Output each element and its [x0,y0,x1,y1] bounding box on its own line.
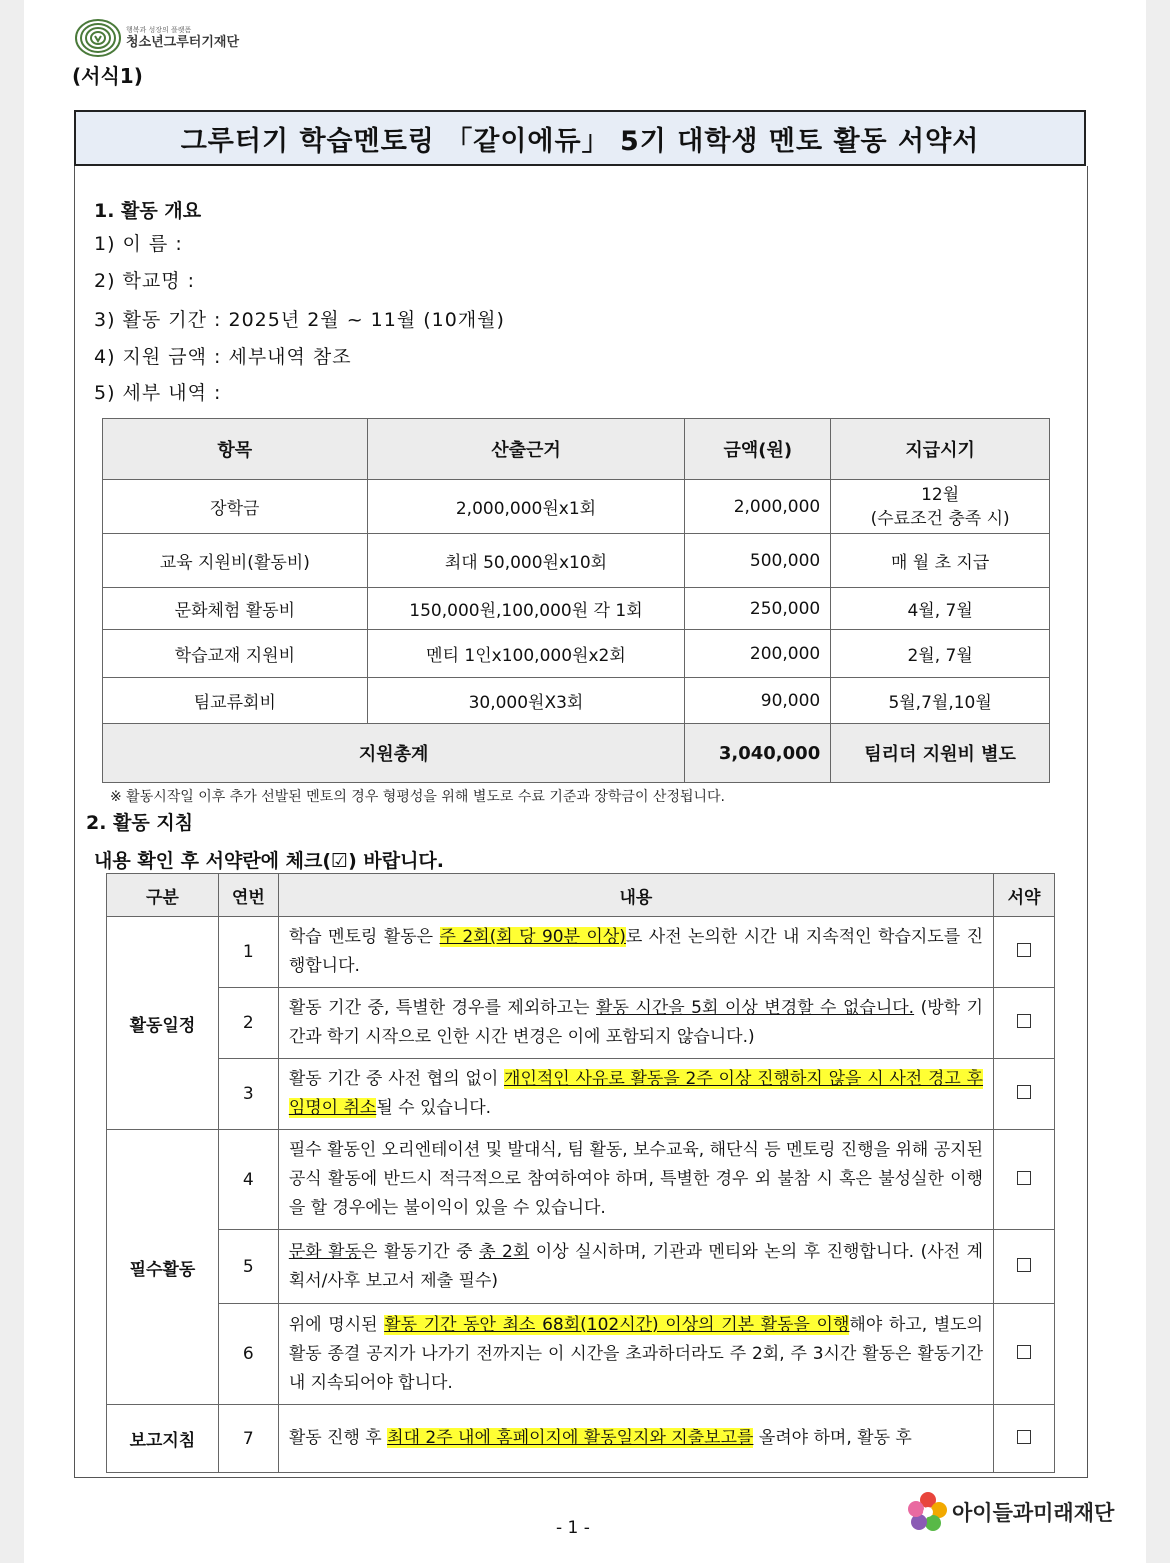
pledge-checkbox-cell [994,1130,1055,1230]
row-number: 7 [218,1405,278,1473]
content-text: 될 수 있습니다. [376,1098,492,1118]
pledge-checkbox-cell [994,917,1055,988]
guideline-header-category: 구분 [107,874,219,917]
footnote: ※ 활동시작일 이후 추가 선발된 멘토의 경우 형평성을 위해 별도로 수료 기준과 장학금이 산정됩니다. [110,789,725,805]
form-number: (서식1) [72,64,143,88]
table-row [103,534,1050,588]
content-text: 활동 기간 중 사전 협의 없이 [288,1069,505,1089]
guideline-content [278,917,993,988]
budget-timing-line1: 12월 [921,484,960,505]
row-number: 4 [218,1130,278,1230]
budget-amount: 2,000,000 [685,480,831,534]
guideline-header-no: 연번 [218,874,278,917]
underlined-text: 활동 시간을 5회 이상 변경할 수 없습니다. [596,998,915,1018]
content-text: (방학 기간과 학기 시작으로 인한 시간 변경은 이에 포함되지 않습니다.) [288,998,984,1047]
guideline-header-pledge: 서약 [994,874,1055,917]
tree-ring-icon [74,18,122,58]
table-row [107,1405,1055,1473]
budget-total-amount: 3,040,000 [685,724,831,783]
budget-header-row [103,419,1050,480]
budget-header-basis: 산출근거 [367,419,685,480]
highlighted-text: 활동 기간 동안 최소 68회(102시간) 이상의 기본 활동을 이행 [384,1314,850,1335]
pledge-checkbox[interactable] [1017,1171,1031,1185]
content-text: 필수 활동인 오리엔테이션 및 발대식, 팀 활동, 보수교육, 해단식 등 멘토링 진행을 위해 공지된 공식 활동에 반드시 적극적으로 참여하여야 하며, 특별한 경우 외 불참 시 혹은 불성실한 이행을 할 경우에는 불이익이 있을 수 있습니다. [288,1140,984,1218]
pledge-checkbox[interactable] [1017,1430,1031,1444]
footer-org-name: 아이들과미래재단 [952,1501,1115,1525]
guideline-header-row [107,874,1055,917]
row-number: 1 [218,917,278,988]
budget-basis: 30,000원X3회 [367,678,685,724]
budget-item: 문화체험 활동비 [103,588,368,630]
foundation-logo [74,18,239,58]
budget-item: 팀교류회비 [103,678,368,724]
logo-title: 청소년그루터기재단 [126,34,240,50]
overview-line-amount: 4) 지원 금액 : 세부내역 참조 [94,346,352,368]
pledge-checkbox-cell [994,1304,1055,1405]
budget-header-amount: 금액(원) [685,419,831,480]
content-text: 로 사전 논의한 시간 내 지속적인 학습지도를 진행합니다. [288,927,983,976]
budget-timing: 4월, 7월 [831,588,1050,630]
pledge-checkbox[interactable] [1017,1345,1031,1359]
pledge-checkbox[interactable] [1017,1258,1031,1272]
budget-timing: 매 월 초 지급 [831,534,1050,588]
budget-basis: 150,000원,100,000원 각 1회 [367,588,685,630]
table-row [107,917,1055,988]
budget-basis: 최대 50,000원x10회 [367,534,685,588]
row-number: 3 [218,1059,278,1130]
category-schedule: 활동일정 [107,917,219,1130]
content-text: 학습 멘토링 활동은 [288,927,440,947]
page-number: - 1 - [556,1518,590,1538]
budget-item: 장학금 [103,480,368,534]
row-number: 6 [218,1304,278,1405]
budget-timing [831,480,1050,534]
underlined-text: 문화 활동 [288,1241,362,1262]
document-page [24,0,1146,1563]
content-text: 올려야 하며, 활동 후 [753,1428,912,1448]
pledge-checkbox-cell [994,988,1055,1059]
content-text: 활동 기간 중, 특별한 경우를 제외하고는 [288,998,597,1018]
pledge-checkbox[interactable] [1017,1014,1031,1028]
budget-timing-line2: (수료조건 충족 시) [870,508,1010,529]
highlighted-text: 개인적인 사유로 활동을 2주 이상 진행하지 않을 시 사전 경고 후 임명이 취소 [288,1069,984,1118]
budget-amount: 90,000 [685,678,831,724]
table-row [107,1059,1055,1130]
budget-item: 학습교재 지원비 [103,630,368,678]
guideline-table [106,873,1055,1473]
overview-line-school: 2) 학교명 : [94,270,196,292]
table-row [107,1230,1055,1304]
guideline-content [278,1304,993,1405]
budget-total-note: 팀리더 지원비 별도 [831,724,1050,783]
budget-header-item: 항목 [103,419,368,480]
highlighted-text: 최대 2주 내에 홈페이지에 활동일지와 지출보고를 [387,1428,754,1448]
document-title: 그루터기 학습멘토링 「같이에듀」 5기 대학생 멘토 활동 서약서 [74,110,1086,166]
underlined-text: 총 2회 [479,1241,530,1262]
overview-line-period: 3) 활동 기간 : 2025년 2월 ~ 11월 (10개월) [94,309,505,331]
table-row [103,678,1050,724]
budget-total-row [103,724,1050,783]
table-row [103,630,1050,678]
footer-logo [906,1490,1114,1534]
budget-amount: 500,000 [685,534,831,588]
category-report: 보고지침 [107,1405,219,1473]
pledge-checkbox-cell [994,1405,1055,1473]
row-number: 5 [218,1230,278,1304]
row-number: 2 [218,988,278,1059]
section1-heading: 1. 활동 개요 [94,200,202,222]
flower-icon [906,1490,950,1534]
table-row [107,1304,1055,1405]
overview-line-details: 5) 세부 내역 : [94,382,222,404]
highlighted-text: 주 2회(회 당 90분 이상) [439,927,626,947]
budget-item: 교육 지원비(활동비) [103,534,368,588]
content-text: 위에 명시된 [288,1314,385,1335]
content-text: 이상 실시하며, 기관과 멘티와 논의 후 진행합니다. (사전 계획서/사후 보고서 제출 필수) [288,1241,984,1291]
guideline-header-content: 내용 [278,874,993,917]
table-row [107,988,1055,1059]
budget-basis: 멘티 1인x100,000원x2회 [367,630,685,678]
guideline-content [278,1130,993,1230]
budget-header-timing: 지급시기 [831,419,1050,480]
budget-total-label: 지원총계 [103,724,685,783]
confirm-instruction: 내용 확인 후 서약란에 체크(☑) 바랍니다. [94,850,445,872]
overview-line-name: 1) 이 름 : [94,233,183,255]
pledge-checkbox-cell [994,1059,1055,1130]
section2-heading: 2. 활동 지침 [86,812,194,834]
pledge-checkbox[interactable] [1017,943,1031,957]
budget-timing: 5월,7월,10월 [831,678,1050,724]
logo-subtitle: 행복과 성장의 플랫폼 [126,25,192,34]
pledge-checkbox-cell [994,1230,1055,1304]
guideline-content [278,988,993,1059]
category-required: 필수활동 [107,1130,219,1405]
guideline-content [278,1059,993,1130]
table-row [103,588,1050,630]
pledge-checkbox[interactable] [1017,1085,1031,1099]
budget-amount: 250,000 [685,588,831,630]
budget-table [102,418,1050,783]
content-text: 해야 하고, 별도의 활동 종결 공지가 나가기 전까지는 이 시간을 초과하더라도 주 2회, 주 3시간 활동은 활동기간 내 지속되어야 합니다. [288,1314,984,1393]
budget-amount: 200,000 [685,630,831,678]
budget-basis: 2,000,000원x1회 [367,480,685,534]
content-text: 활동 진행 후 [288,1428,388,1448]
table-row [103,480,1050,534]
table-row [107,1130,1055,1230]
content-text: 은 활동기간 중 [361,1241,480,1262]
budget-timing: 2월, 7월 [831,630,1050,678]
guideline-content [278,1230,993,1304]
guideline-content [278,1405,993,1473]
